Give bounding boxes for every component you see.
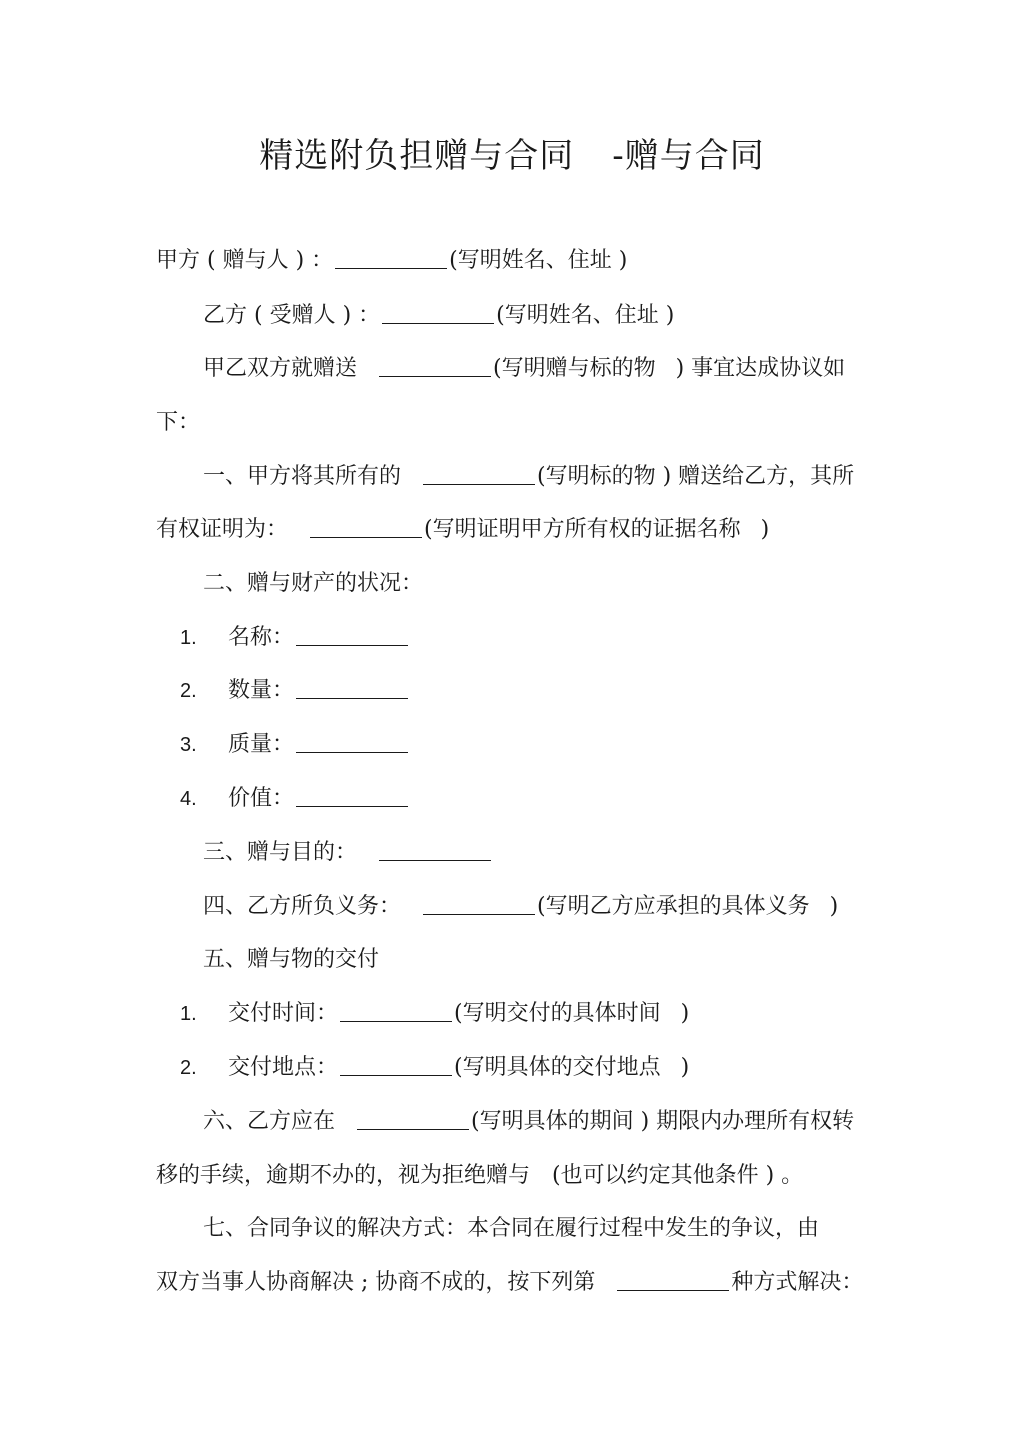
blank-field[interactable]	[340, 1049, 452, 1076]
item-note: (写明交付的具体时间	[454, 1001, 661, 1026]
blank-field[interactable]	[379, 350, 491, 377]
blank-field[interactable]	[423, 458, 535, 485]
blank-field[interactable]	[340, 995, 452, 1022]
blank-field[interactable]	[335, 242, 447, 269]
item-number: 2.	[180, 1057, 197, 1079]
clause-6-cont-text: 移的手续，逾期不办的，视为拒绝赠与 (也可以约定其他条件 ) 。	[156, 1163, 804, 1188]
clause-7-cont-text: 双方当事人协商解决 ; 协商不成的，按下列第	[156, 1270, 596, 1295]
party-b-label: 乙方 ( 受赠人 ) ：	[203, 303, 381, 328]
clause-6-cont	[156, 1156, 803, 1196]
clause-1-note: (写明标的物 ) 赠送给乙方，其所	[537, 464, 855, 489]
clause-6-line	[203, 1102, 854, 1142]
blank-field[interactable]	[379, 834, 491, 861]
clause-1-line	[203, 457, 854, 497]
blank-field[interactable]	[423, 888, 535, 915]
clause-4-text: 四、乙方所负义务：	[203, 894, 402, 919]
party-b-line	[203, 296, 674, 336]
clause-4-tail: )	[829, 894, 839, 919]
blank-field[interactable]	[382, 297, 494, 324]
agreement-intro-line	[203, 349, 845, 389]
clause-2-heading	[203, 564, 423, 604]
blank-field[interactable]	[310, 511, 422, 538]
item-label: 交付时间：	[228, 1001, 339, 1026]
clause-2-text: 二、赠与财产的状况：	[203, 571, 424, 596]
clause-3-line	[203, 833, 493, 873]
clause-7-cont-tail: 种方式解决：	[731, 1270, 864, 1295]
item-number: 1.	[180, 627, 197, 649]
clause-1-text: 一、甲方将其所有的	[203, 464, 402, 489]
blank-field[interactable]	[296, 619, 408, 646]
party-b-note: (写明姓名、住址 )	[496, 303, 675, 328]
intro-tail: ) 事宜达成协议如	[675, 356, 846, 381]
clause-4-note: (写明乙方应承担的具体义务	[537, 894, 810, 919]
item-number: 3.	[180, 734, 197, 756]
clause-6-text: 六、乙方应在	[203, 1109, 336, 1134]
intro-cont-text: 下：	[156, 410, 201, 435]
list-item	[180, 779, 410, 819]
title-main: 精选附负担赠与合同	[259, 136, 575, 176]
clause-3-text: 三、赠与目的：	[203, 840, 358, 865]
clause-6-note: (写明具体的期间 ) 期限内办理所有权转	[471, 1109, 855, 1134]
party-a-note: (写明姓名、住址 )	[449, 248, 628, 273]
item-label: 交付地点：	[228, 1055, 339, 1080]
clause-7-line	[203, 1209, 819, 1249]
item-label: 数量：	[228, 678, 295, 703]
title-sub: -赠与合同	[612, 136, 765, 176]
party-a-label: 甲方 ( 赠与人 ) ：	[156, 248, 334, 273]
clause-5-heading	[203, 940, 379, 980]
list-item	[180, 618, 410, 658]
clause-7-cont	[156, 1263, 863, 1303]
item-number: 1.	[180, 1003, 197, 1025]
clause-1-cont	[156, 510, 769, 550]
blank-field[interactable]	[296, 672, 408, 699]
agreement-intro-cont	[156, 403, 200, 443]
item-tail: )	[680, 1001, 690, 1026]
blank-field[interactable]	[296, 780, 408, 807]
party-a-line	[156, 241, 627, 281]
document-title	[0, 128, 1024, 184]
list-item	[180, 1048, 689, 1088]
clause-1-cont-note: (写明证明甲方所有权的证据名称	[424, 517, 741, 542]
item-label: 质量：	[228, 732, 295, 757]
blank-field[interactable]	[296, 726, 408, 753]
item-note: (写明具体的交付地点	[454, 1055, 661, 1080]
blank-field[interactable]	[357, 1103, 469, 1130]
blank-field[interactable]	[617, 1264, 729, 1291]
item-number: 2.	[180, 680, 197, 702]
clause-7-text: 七、合同争议的解决方式：本合同在履行过程中发生的争议，由	[203, 1216, 820, 1241]
item-tail: )	[680, 1055, 690, 1080]
clause-1-cont-text: 有权证明为：	[156, 517, 289, 542]
list-item	[180, 725, 410, 765]
list-item	[180, 994, 689, 1034]
intro-note: (写明赠与标的物	[493, 356, 656, 381]
intro-text: 甲乙双方就赠送	[203, 356, 358, 381]
clause-1-cont-tail: )	[760, 517, 770, 542]
item-number: 4.	[180, 788, 197, 810]
item-label: 价值：	[228, 786, 295, 811]
clause-5-text: 五、赠与物的交付	[203, 947, 380, 972]
list-item	[180, 671, 410, 711]
clause-4-line	[203, 887, 838, 927]
item-label: 名称：	[228, 625, 295, 650]
